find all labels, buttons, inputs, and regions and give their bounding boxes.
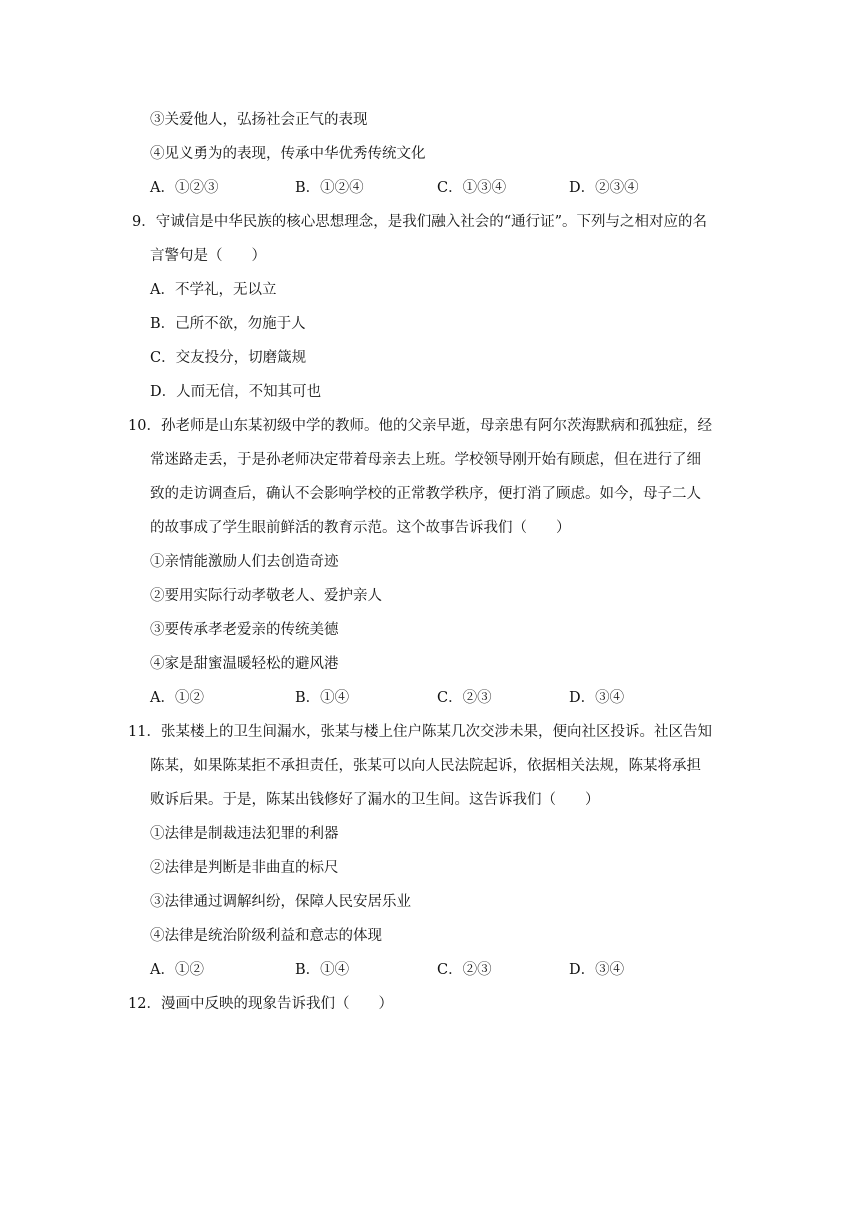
q10-item-2: ②要用实际行动孝敬老人、爱护亲人 <box>150 588 382 604</box>
q10-stem-line-2: 常迷路走丢，于是孙老师决定带着母亲去上班。学校领导刚开始有顾虑，但在进行了细 <box>150 452 701 468</box>
q11-item-4: ④法律是统治阶级利益和意志的体现 <box>150 928 382 944</box>
q9-option-a: A．不学礼，无以立 <box>150 282 277 298</box>
q9-stem-line-2: 言警句是（ ） <box>150 248 266 264</box>
q8-option-c: C．①③④ <box>437 180 507 196</box>
q10-stem-line-3: 致的走访调查后，确认不会影响学校的正常教学秩序，便打消了顾虑。如今，母子二人 <box>150 486 701 502</box>
q9-option-d: D．人而无信，不知其可也 <box>150 384 322 400</box>
q8-item-4: ④见义勇为的表现，传承中华优秀传统文化 <box>150 146 426 162</box>
q9-stem-line-1: 9．守诚信是中华民族的核心思想理念，是我们融入社会的“通行证”。下列与之相对应的名 <box>132 214 708 230</box>
q11-item-3: ③法律通过调解纠纷，保障人民安居乐业 <box>150 894 411 910</box>
q10-item-1: ①亲情能激励人们去创造奇迹 <box>150 554 339 570</box>
q11-item-1: ①法律是制裁违法犯罪的利器 <box>150 826 339 842</box>
q11-option-c: C．②③ <box>437 962 492 978</box>
q11-option-a: A．①② <box>150 962 204 978</box>
q12-stem-line-1: 12．漫画中反映的现象告诉我们（ ） <box>128 996 393 1012</box>
q11-option-b: B．①④ <box>295 962 350 978</box>
q8-item-3: ③关爱他人，弘扬社会正气的表现 <box>150 112 368 128</box>
q8-option-d: D．②③④ <box>569 180 639 196</box>
q11-stem-line-2: 陈某，如果陈某拒不承担责任，张某可以向人民法院起诉，依据相关法规，陈某将承担 <box>150 758 701 774</box>
q10-option-d: D．③④ <box>569 690 625 706</box>
q8-option-b: B．①②④ <box>295 180 364 196</box>
q11-stem-line-3: 败诉后果。于是，陈某出钱修好了漏水的卫生间。这告诉我们（ ） <box>150 792 600 808</box>
q10-item-4: ④家是甜蜜温暖轻松的避风港 <box>150 656 339 672</box>
q10-stem-line-4: 的故事成了学生眼前鲜活的教育示范。这个故事告诉我们（ ） <box>150 520 571 536</box>
q11-stem-line-1: 11．张某楼上的卫生间漏水，张某与楼上住户陈某几次交涉未果，便向社区投诉。社区告知 <box>128 724 712 740</box>
q8-option-a: A．①②③ <box>150 180 219 196</box>
q9-option-b: B．己所不欲，勿施于人 <box>150 316 306 332</box>
q11-option-d: D．③④ <box>569 962 625 978</box>
q9-option-c: C．交友投分，切磨箴规 <box>150 350 307 366</box>
q10-option-a: A．①② <box>150 690 204 706</box>
q10-stem-line-1: 10．孙老师是山东某初级中学的教师。他的父亲早逝，母亲患有阿尔茨海默病和孤独症，经 <box>128 418 712 434</box>
q10-option-b: B．①④ <box>295 690 350 706</box>
q10-option-c: C．②③ <box>437 690 492 706</box>
q10-item-3: ③要传承孝老爱亲的传统美德 <box>150 622 339 638</box>
q11-item-2: ②法律是判断是非曲直的标尺 <box>150 860 339 876</box>
